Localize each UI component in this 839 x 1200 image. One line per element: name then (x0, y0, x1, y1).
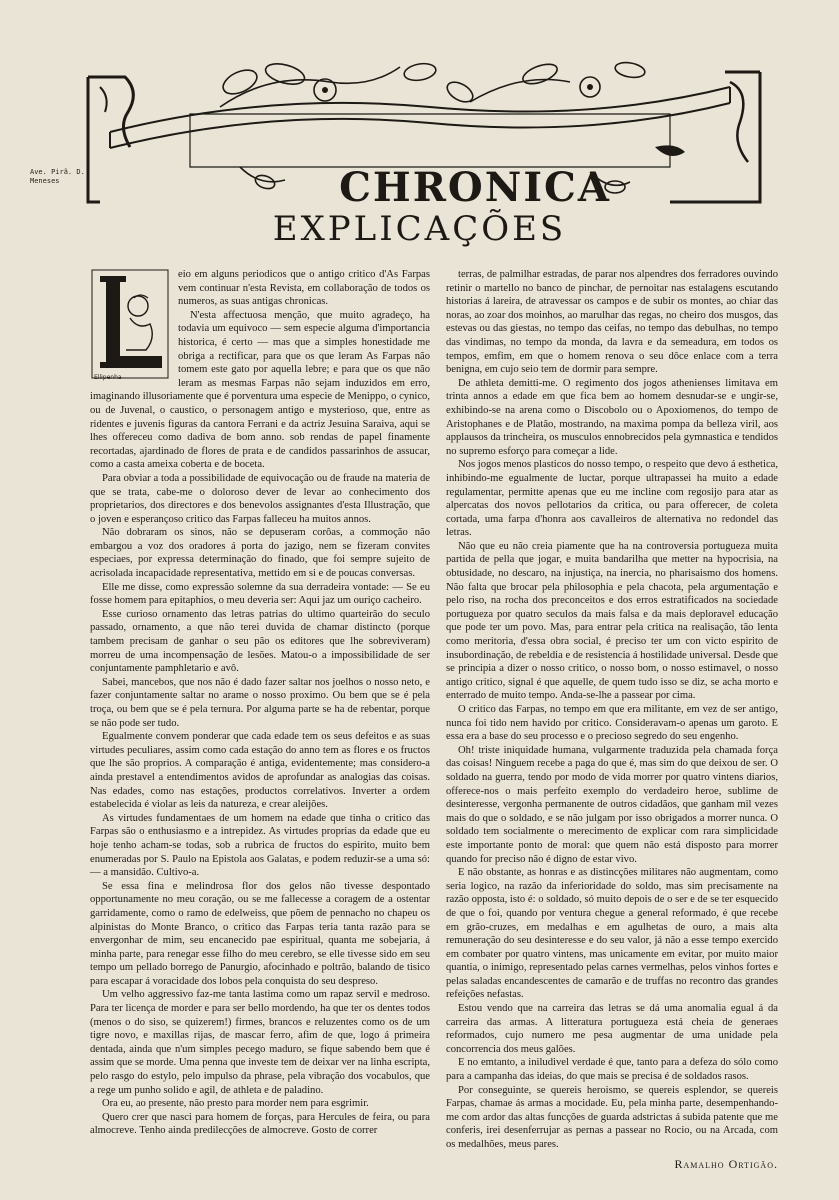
article-paragraph: N'esta affectuosa menção, que muito agradeço, ha todavia um equivoco — sem especie alguma d'importancia historica, é certo — mas que a simples honestidade me obriga a rectificar, para que os que leram As Farpas não tomem este gato por aquella lebre; e para que os que não leram as mesmas Farpas não sejam induzidos em erro, imaginando illusoriamente que é porventura uma especie de Menippo, o cynico, ou de Juvenal, o caustico, o personagem antigo e mysterioso, que, entre as ridentes e juvenis figuras da cantora Ferrani e da actriz Jesuina Saraiva, aqui se lhes offereceu como dadiva de bom anno. sob rendas de papel finamente recortadas, ajardinado de flores de prata e de candidos passarinhos de assucar, como a casta ameixa coberta e de boceta. (90, 309, 430, 471)
article-column-right (446, 268, 778, 1171)
article-paragraph: Estou vendo que na carreira das letras se dá uma anomalia egual á da carreira das armas. A litteratura portugueza está cheia de generaes reformados, cujo numero me pesa augmentar de uma unidade pela concorrencia dos meus galões. (446, 1003, 778, 1055)
chronica-banner (70, 52, 775, 211)
article-paragraph: E no emtanto, a iniludivel verdade é que, tanto para a defeza do sólo como para a campanha das ideias, do que mais se precisa é de soldados rasos. (446, 1057, 778, 1083)
article-paragraph: Ora eu, ao presente, não presto para morder nem para esgrimir. (102, 1098, 369, 1110)
article-subtitle: EXPLICAÇÕES (272, 209, 567, 249)
article-paragraph: Esse curioso ornamento das letras patrias do ultimo quarteirão do seculo passado, ornamento, a que não terei duvida de chamar distincto (porque tambem precisam de ganhar o seu pão os editores que lhe sobreviveram) morreu de uma incompensação de lesões. Matou-o a impossibilidade de ser conjuntamente pamphletario e avô. (90, 608, 430, 675)
article-paragraph: De athleta demitti-me. O regimento dos jogos athenienses limitava em trinta annos a edade em que fica bem ao homem desnudar-se e ungir-se, exhibindo-se na arena como o Discobolo ou o Apoxiomenos, do tempo de Aristophanes e de Platão, mostrando, na maxima pompa da belleza viril, aos applausos da trincheira, os musculos ennobrecidos pela gymnastica e tendidos no supremo esforço para começar a lide. (446, 377, 778, 457)
article-paragraph: Para obviar a toda a possibilidade de equivocação ou de fraude na materia de que se trata, cabe-me o doloroso dever de levar ao conhecimento dos proprietarios, dos directores e dos benevolos assignantes d'esta Illustração, que o joven e esperançoso critico das Farpas falleceu ha muitos annos. (90, 472, 430, 525)
article-paragraph: As virtudes fundamentaes de um homem na edade que tinha o critico das Farpas são o enthusiasmo e a intrepidez. As virtudes proprias da edade que eu hoje tenho acham-se todas, sob a rubrica de fructos do espirito, muito bem enumeradas por S. Paulo na Epistola aos Galatas, e podem reduzir-se a uma só: — a mansidão. Cultivo-a. (90, 812, 430, 879)
article-paragraph: Sabei, mancebos, que nos não é dado fazer saltar nos joelhos o nosso neto, e fazer conjuntamente saltar no arame o nosso proximo. Ou bem que se é pela troça, ou bem que se é pela ternura. Por alguma parte se ha de rebentar, porque se não pode ser tudo. (90, 676, 430, 729)
article-paragraph: Oh! triste iniquidade humana, vulgarmente traduzida pela chamada força das coisas! Ninguem recebe a paga do que é, mas sim do que deixou de ser. O soldado na guerra, tendo por modo de vida morrer por quatro vintens diarios, offerece-nos o mais perfeito exemplo do verdadeiro heroe, sublime de desinteresse, vergonha permanente de outros cidadãos, que ganham mil vezes mais do que o soldado, e se não julgam por isso obrigados a morrer nunca. O soldado tem socialmente o merecimento de explicar com rara simplicidade este importante ponto de moral: que quem não está disposto para morrer quando for preciso não é digno de estar vivo. (446, 744, 778, 865)
article-paragraph: E não obstante, as honras e as distincções militares não augmentam, como seria logico, na razão da inferioridade do soldo, mas sim precisamente na razão opposta, isto é: o soldado, só muito depois de o ser e de se ter esquecido de que o foi, quando por ventura chegue a general reformado, é que recebe em grão-cruzes, em medalhas e em agulhetas de ouro, a mais alta remuneração do seu desinteresse e do seu valor, já não a esse tempo exercido em combater por quatro vintens, mas unicamente em evitar, por muito maior quantia, o inimigo, representado pelas carnes vermelhas, pelos vinhos fortes e pelas saladas encandescentes de camarão e de truffas no recontro das grandes refeições nefastas. (446, 867, 778, 1001)
illustrated-dropcap (90, 268, 170, 380)
article-paragraph: O critico das Farpas, no tempo em que era militante, em vez de ser antigo, nunca foi tido nem havido por critico. Consideravam-o apenas um garoto. E essa era a base do seu processo e o precioso segredo do seu engenho. (446, 704, 778, 743)
article-paragraph: Um velho aggressivo faz-me tanta lastima como um rapaz servil e medroso. Para ter licença de morder e para ser bello mordendo, ha que ter os dentes todos (menos o do siso, se quizerem!) firmes, brancos e reluzentes como os de um tigre novo, e maxillas rijas, de mascar ferro, afim de que, logo á primeira dentada, ainda que n'um simples pecego maduro, se fique sabendo bem que é assim que se morde. Uma penna que investe tem de deixar ver na linha escripta, pelo rasgo do estylo, pelo impulso da phrase, pela vibração dos vocabulos, que a rege um punho solido e agil, de athleta e de paladino. (90, 989, 430, 1096)
article-paragraph: Se essa fina e melindrosa flor dos gelos não tivesse despontado opportunamente no meu coração, ou se me fallecesse a coragem de a ostentar garridamente, como o ramo de edelweiss, que põem de pennacho no chapeu os alpinistas do Monte Branco, o critico das Farpas teria tanta razão para se envergonhar de mim, seu encanecido pae espiritual, quanta me sobejaria, á minha parte, para renegar esse filho do meu cerebro, se elle tivesse sido em seu tempo um pellado borrego de Panurgio, afocinhado e poltrão, balando de tisico para escapar á voracidade dos lobos pela conquista do seu despreso. (90, 880, 430, 987)
dropcap-illustration (90, 268, 170, 380)
dropcap-credit: Ellipenha (94, 374, 122, 381)
author-signature: Ramalho Ortigão. (674, 1156, 778, 1171)
article-paragraph: Egualmente convem ponderar que cada edade tem os seus defeitos e as suas virtudes peculiares, assim como cada estação do anno tem as flores e os fructos que lhe são proprios. A comparação é antiga, evidentemente; mas considero-a ainda prestavel a entendimentos avidos de aprofundar as analogias das coisas. Nas edades, como nas estações, productos correlativos. Inverter a ordem estabelecida é violar as leis da natureza, e crear aleijões. (90, 731, 430, 811)
article-paragraph: Quero crer que nasci para homem de forças, para Hercules de feira, ou para almocreve. Tenho ainda predilecções de almocreve. Gosto de correr (90, 1111, 430, 1137)
article-column-left (90, 268, 430, 1138)
article-paragraph: Não que eu não creia piamente que ha na controversia portugueza muita partida de pella que jogar, e muita bandarilha que metter na hypocrisia, na obtusidade, no descaro, na injustiça, na inercia, no pharisaismo dos homens. Não falta que brocar pela philosophia e pela chacota, pela argumentação e pelo riso, na rocha dos preconceitos e dos erros estratificados na sociedade portugueza por quatro seculos da mais falsa e da mais deploravel educação que pode ter um povo. Mas, para entrar pela critica na realisação, tão lenta como meritoria, d'essa obra social, é preciso ter um con victo espirito de insubordinação, de rebeldia e de resistencia á hostilidade universal. Desde que se principia a dizer o nosso critico, o nosso bom, o nosso estimavel, o nosso antigo critico, signal é que aquelle, de quem tudo isso se diz, se acha morto e enterrado de muito tempo. Anda-se-lhe a passear por cima. (446, 540, 778, 702)
article-paragraph: terras, de palmilhar estradas, de parar nos alpendres dos ferradores ouvindo retinir o martello no banco de pinchar, de pernoitar nas estalagens escutando historias á lareira, de atravessar os campos e de subir os montes, ao chiar das noras, ao zoar dos moinhos, ao marulhar das regas, no cheiro dos musgos, das estevas ou das giestas, no tempo das ceifas, no tempo das debulhas, no tempo das vindimas, no tempo da monda, da lavra e da semeadura, em todos os tempos, emfim, em que o homem renova o seu dôce enlace com a terra benigna, em cujo seio tem de dormir para sempre. (446, 269, 778, 376)
article-paragraph: Elle me disse, como expressão solemne da sua derradeira vontade: — Se eu fosse homem para epitaphios, o meu deveria ser: Aqui jaz um ouriço cacheiro. (90, 581, 430, 607)
artist-signature: Ave. Pirã. D. Meneses (30, 168, 85, 185)
right-paragraphs (446, 268, 778, 1152)
article-paragraph: Nos jogos menos plasticos do nosso tempo, o respeito que devo á esthetica, inhibindo-me egualmente de luctar, porque ultrapassei ha muito a edade regulamentar, permitte apenas que eu me incline com regosijo para atar as alpercatas dos novos pellotarios da critica, ou para offerecer, de coleta cortada, uma farpa d'honra aos cavalleiros de alternativa no redondel das letras. (446, 459, 778, 539)
left-paragraphs (90, 268, 430, 1138)
article-paragraph: Por conseguinte, se quereis heroismo, se quereis esplendor, se quereis Farpas, chamae ás armas a mocidade. Eu, pela minha parte, desempenhando-me com ardor das altas funcções de guarda adstrictas á subida patente que me conferis, irei desenferrujar as pernas a passear no Rocio, ou na Arcada, com os medalhões, meus pares. (446, 1084, 778, 1150)
section-title: CHRONICA (339, 164, 611, 211)
article-paragraph: Não dobraram os sinos, não se depuseram corôas, a commoção não embargou a voz dos oradores á porta do jazigo, nem se fizeram convites especiaes, por expressa determinação do finado, que foi sempre sujeito de acrisolada incapacidade representativa, mettido em si e de poucas conversas. (90, 527, 430, 580)
article-paragraph: eio em alguns periodicos que o antigo critico d'As Farpas vem continuar n'esta Revista, em collaboração de todos os numeros, as suas antigas chronicas. (178, 269, 430, 308)
